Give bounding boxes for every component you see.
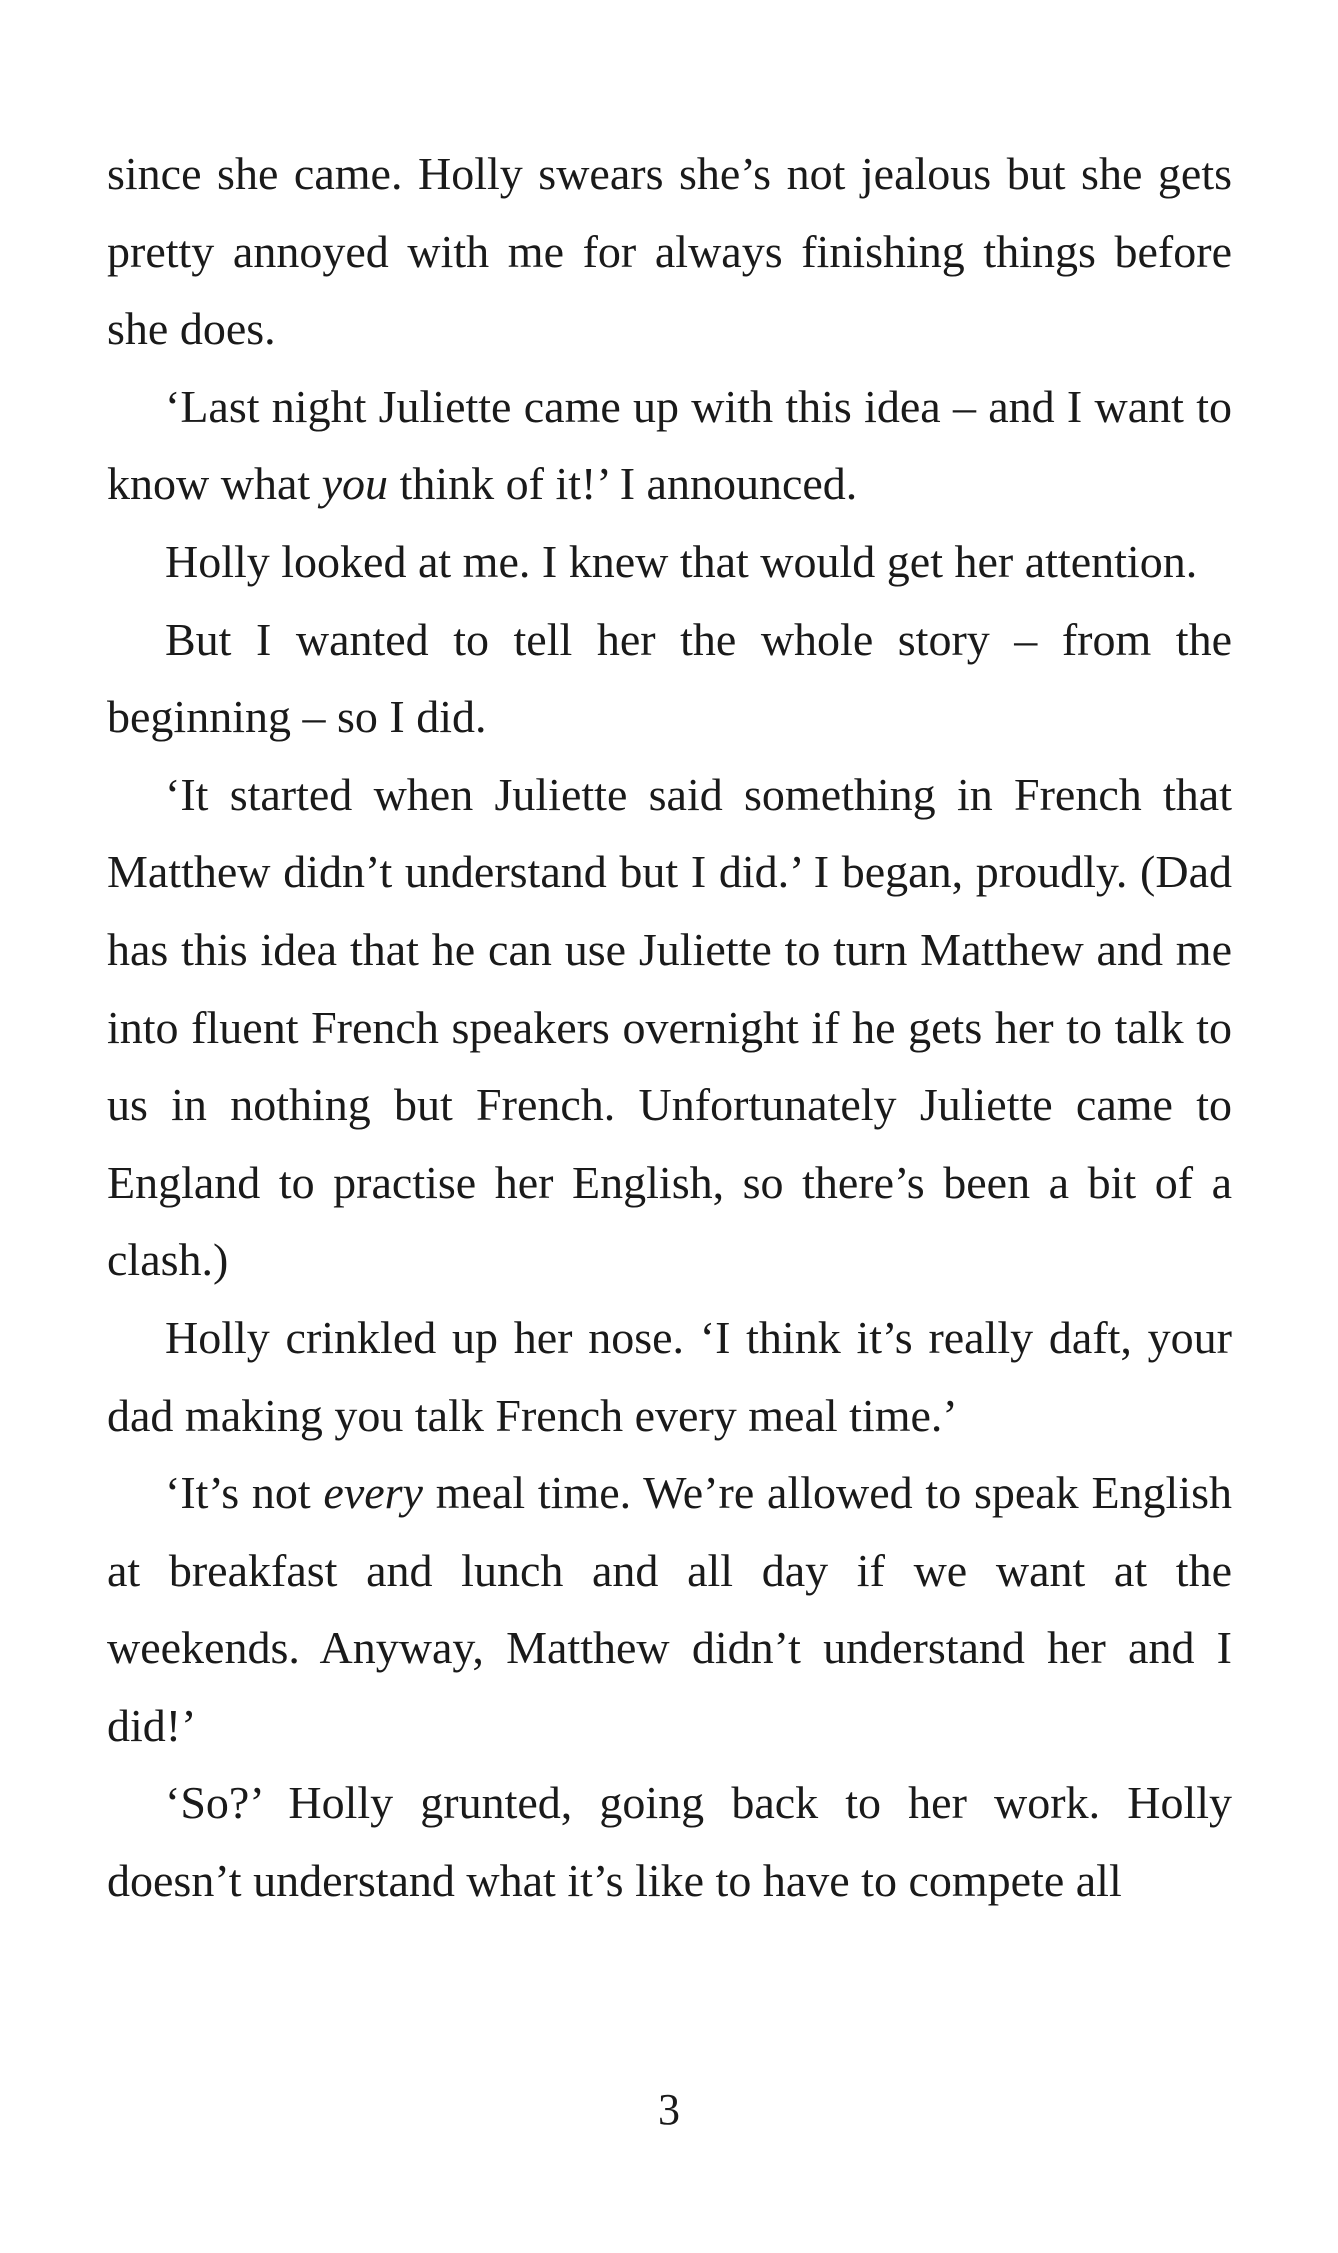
paragraph-4 — [107, 601, 1232, 756]
paragraph-7-emphasis: every — [323, 1467, 423, 1519]
paragraph-6 — [107, 1299, 1232, 1454]
body-text — [107, 135, 1232, 1920]
paragraph-4-text: But I wanted to tell her the whole story – from the beginning – so I did. — [107, 613, 1232, 743]
paragraph-7 — [107, 1454, 1232, 1764]
paragraph-2 — [107, 368, 1232, 523]
paragraph-8 — [107, 1764, 1232, 1919]
paragraph-1-text: since she came. Holly swears she’s not jealous but she gets pretty annoyed with me for always finishing things before she does. — [107, 148, 1232, 355]
paragraph-3 — [107, 523, 1232, 601]
paragraph-2-text-a: ‘Last night Juliette came up with this idea – and I want to know what — [107, 380, 1232, 510]
paragraph-7-text-a: ‘It’s not — [165, 1467, 324, 1519]
paragraph-2-emphasis: you — [321, 458, 389, 510]
paragraph-7-text-b: meal time. We’re allowed to speak English at breakfast and lunch and all day if we want at the weekends. Anyway, Matthew didn’t understand her and I did!’ — [107, 1467, 1232, 1751]
paragraph-8-text: ‘So?’ Holly grunted, going back to her work. Holly doesn’t understand what it’s like to have to compete all — [107, 1777, 1232, 1907]
paragraph-5 — [107, 756, 1232, 1299]
paragraph-5-text: ‘It started when Juliette said something in French that Matthew didn’t understand but I did.’ I began, proudly. (Dad has this idea that he can use Juliette to turn Matthew and me into fluent French speakers overnight if he gets her to talk to us in nothing but French. Unfortunately Juliette came to England to practise her English, so there’s been a bit of a clash.) — [107, 768, 1232, 1286]
paragraph-1 — [107, 135, 1232, 368]
paragraph-3-text: Holly looked at me. I knew that would get her attention. — [165, 535, 1198, 587]
paragraph-6-text: Holly crinkled up her nose. ‘I think it’s really daft, your dad making you talk French every meal time.’ — [107, 1311, 1232, 1441]
page-number: 3 — [658, 2085, 680, 2134]
paragraph-2-text-b: think of it!’ I announced. — [388, 458, 858, 510]
